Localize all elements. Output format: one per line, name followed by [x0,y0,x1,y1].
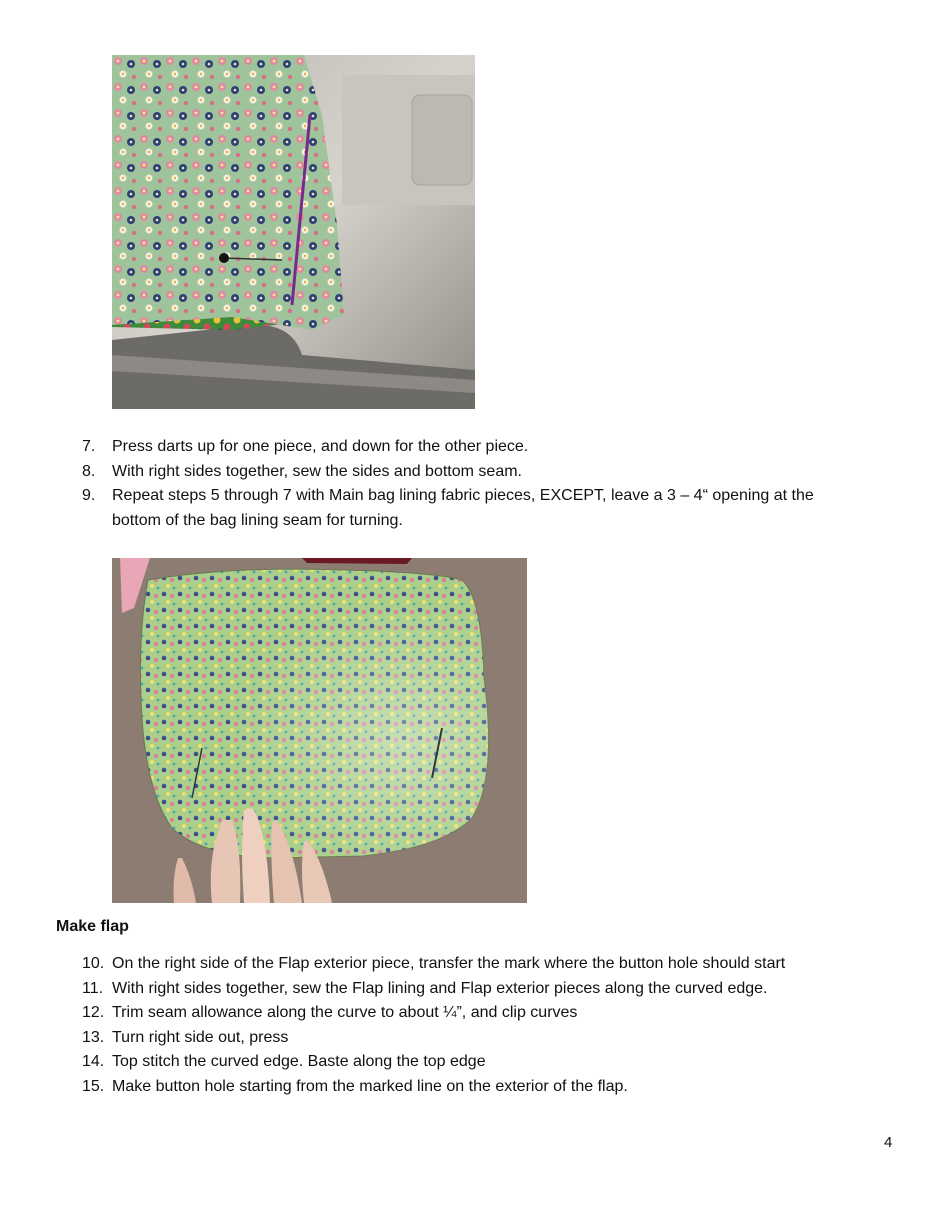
step-text: Top stitch the curved edge. Baste along the top edge [112,1053,486,1070]
list-item [82,1050,864,1075]
step-text: Make button hole starting from the marked line on the exterior of the flap. [112,1077,628,1095]
list-item [82,977,864,1002]
photo-pinned-dart [112,55,475,409]
list-item [82,1075,864,1100]
step-text: Turn right side out, press [112,1028,289,1046]
page-number: 4 [884,1134,893,1151]
photo-lining-piece [112,558,527,903]
list-item [82,1001,864,1026]
step-number: 15. [82,1077,105,1095]
step-text: Trim seam allowance along the curve to about ¼”, and clip curves [112,1004,578,1021]
list-item [82,484,864,533]
step-number: 9. [82,487,96,504]
step-number: 8. [82,462,96,480]
step-number: 10. [82,955,105,972]
step-number: 11. [82,979,104,997]
list-item [82,435,864,460]
step-text: Press darts up for one piece, and down for the other piece. [112,438,529,455]
step-number: 12. [82,1004,105,1021]
step-number: 7. [82,438,96,455]
list-item [82,460,864,485]
list-item [82,1026,864,1051]
steps-list-a [82,435,864,533]
section-heading-make-flap: Make flap [56,918,129,935]
steps-list-b [82,952,864,1099]
step-text: With right sides together, sew the Flap lining and Flap exterior pieces along the curved edge. [112,979,768,997]
step-text: On the right side of the Flap exterior piece, transfer the mark where the button hole should start [112,955,786,972]
step-text: Repeat steps 5 through 7 with Main bag lining fabric pieces, EXCEPT, leave a 3 – 4“ opening at the bottom of the bag lining seam for turning. [112,487,814,529]
step-text: With right sides together, sew the sides and bottom seam. [112,462,522,480]
photo-lining-piece-image [112,558,527,903]
step-number: 13. [82,1028,105,1046]
list-item [82,952,864,977]
photo-pinned-dart-image [112,55,475,409]
step-number: 14. [82,1053,105,1070]
